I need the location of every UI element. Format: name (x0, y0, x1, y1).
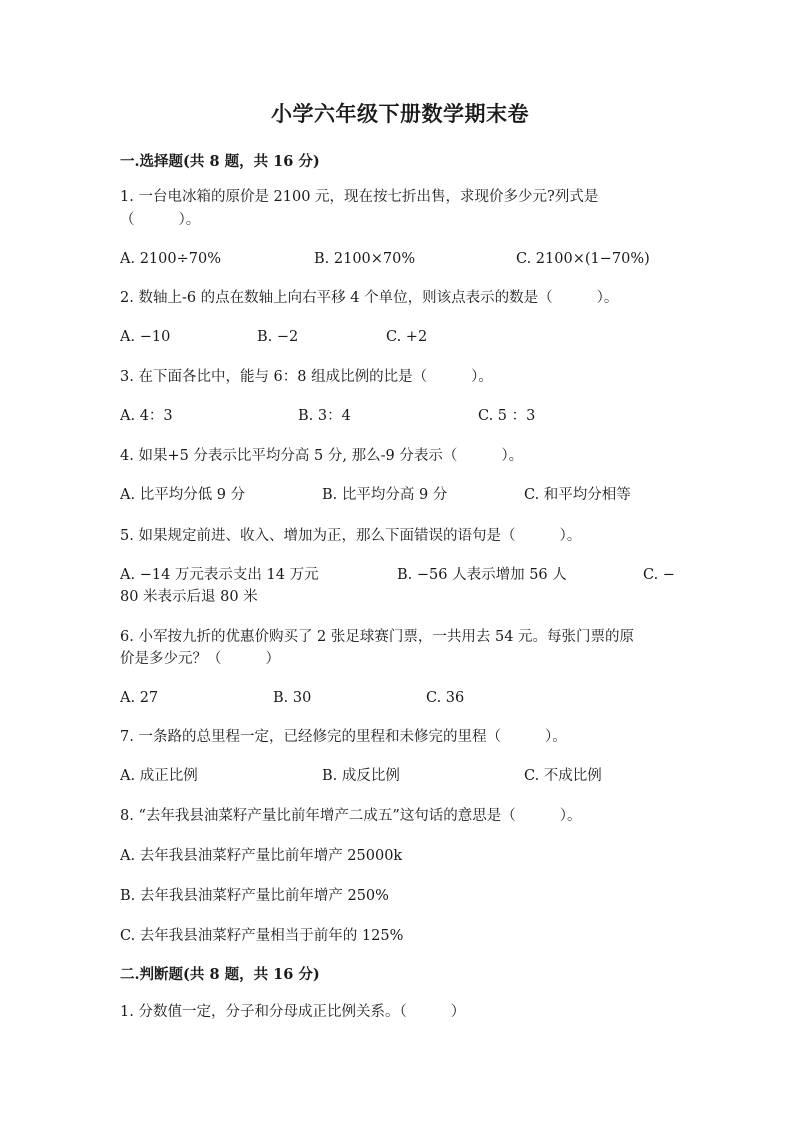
question-5-option-c: C. − (643, 567, 675, 583)
question-2-option-c: C. +2 (386, 329, 428, 345)
question-1-stem: 1. 一台电冰箱的原价是 2100 元，现在按七折出售，求现价多少元?列式是 (120, 189, 599, 205)
question-2-stem: 2. 数轴上-6 的点在数轴上向右平移 4 个单位，则该点表示的数是（ ）。 (120, 290, 619, 306)
question-2-option-b: B. −2 (257, 329, 299, 345)
question-5-option-a: A. −14 万元表示支出 14 万元 (120, 567, 319, 583)
question-5-stem: 5. 如果规定前进、收入、增加为正，那么下面错误的语句是（ ）。 (120, 528, 582, 544)
question-6-stem-cont: 价是多少元？（ ） (120, 651, 280, 667)
question-4-stem: 4. 如果+5 分表示比平均分高 5 分, 那么-9 分表示（ ）。 (120, 448, 524, 464)
section-heading-judgment: 二.判断题(共 8 题，共 16 分) (120, 966, 320, 983)
question-6-option-a: A. 27 (120, 690, 159, 706)
question-7-stem: 7. 一条路的总里程一定，已经修完的里程和未修完的里程（ ）。 (120, 729, 567, 745)
question-7-option-b: B. 成反比例 (322, 768, 400, 784)
question-4-option-c: C. 和平均分相等 (524, 487, 631, 503)
question-7-option-a: A. 成正比例 (120, 768, 198, 784)
question-8-option-b: B. 去年我县油菜籽产量比前年增产 250% (120, 888, 389, 904)
question-8-option-a: A. 去年我县油菜籽产量比前年增产 25000k (120, 848, 403, 864)
question-1-stem-cont: （ ）。 (120, 212, 201, 228)
question-8-stem: 8. “去年我县油菜籽产量比前年增产二成五”这句话的意思是（ ）。 (120, 808, 582, 824)
question-2-option-a: A. −10 (120, 329, 171, 345)
question-7-option-c: C. 不成比例 (524, 768, 602, 784)
question-1-option-b: B. 2100×70% (314, 251, 416, 267)
question-8-option-c: C. 去年我县油菜籽产量相当于前年的 125% (120, 928, 404, 944)
question-4-option-b: B. 比平均分高 9 分 (322, 487, 448, 503)
question-6-option-b: B. 30 (273, 690, 312, 706)
question-4-option-a: A. 比平均分低 9 分 (120, 487, 246, 503)
question-6-stem: 6. 小军按九折的优惠价购买了 2 张足球赛门票，一共用去 54 元。每张门票的原 (120, 629, 635, 645)
question-5-option-c-cont: 80 米表示后退 80 米 (120, 589, 258, 605)
question-1-option-c: C. 2100×(1−70%) (516, 251, 650, 267)
question-1-option-a: A. 2100÷70% (120, 251, 221, 267)
question-3-stem: 3. 在下面各比中，能与 6：8 组成比例的比是（ ）。 (120, 369, 493, 385)
question-3-option-b: B. 3：4 (298, 408, 351, 424)
question-6-option-c: C. 36 (426, 690, 465, 706)
question-3-option-c: C. 5 ：3 (478, 408, 536, 424)
page-title: 小学六年级下册数学期末卷 (271, 101, 529, 126)
section-heading-choice: 一.选择题(共 8 题，共 16 分) (120, 153, 320, 170)
question-3-option-a: A. 4：3 (120, 408, 173, 424)
question-5-option-b: B. −56 人表示增加 56 人 (397, 567, 567, 583)
judgment-1-stem: 1. 分数值一定，分子和分母成正比例关系。（ ） (120, 1004, 466, 1020)
